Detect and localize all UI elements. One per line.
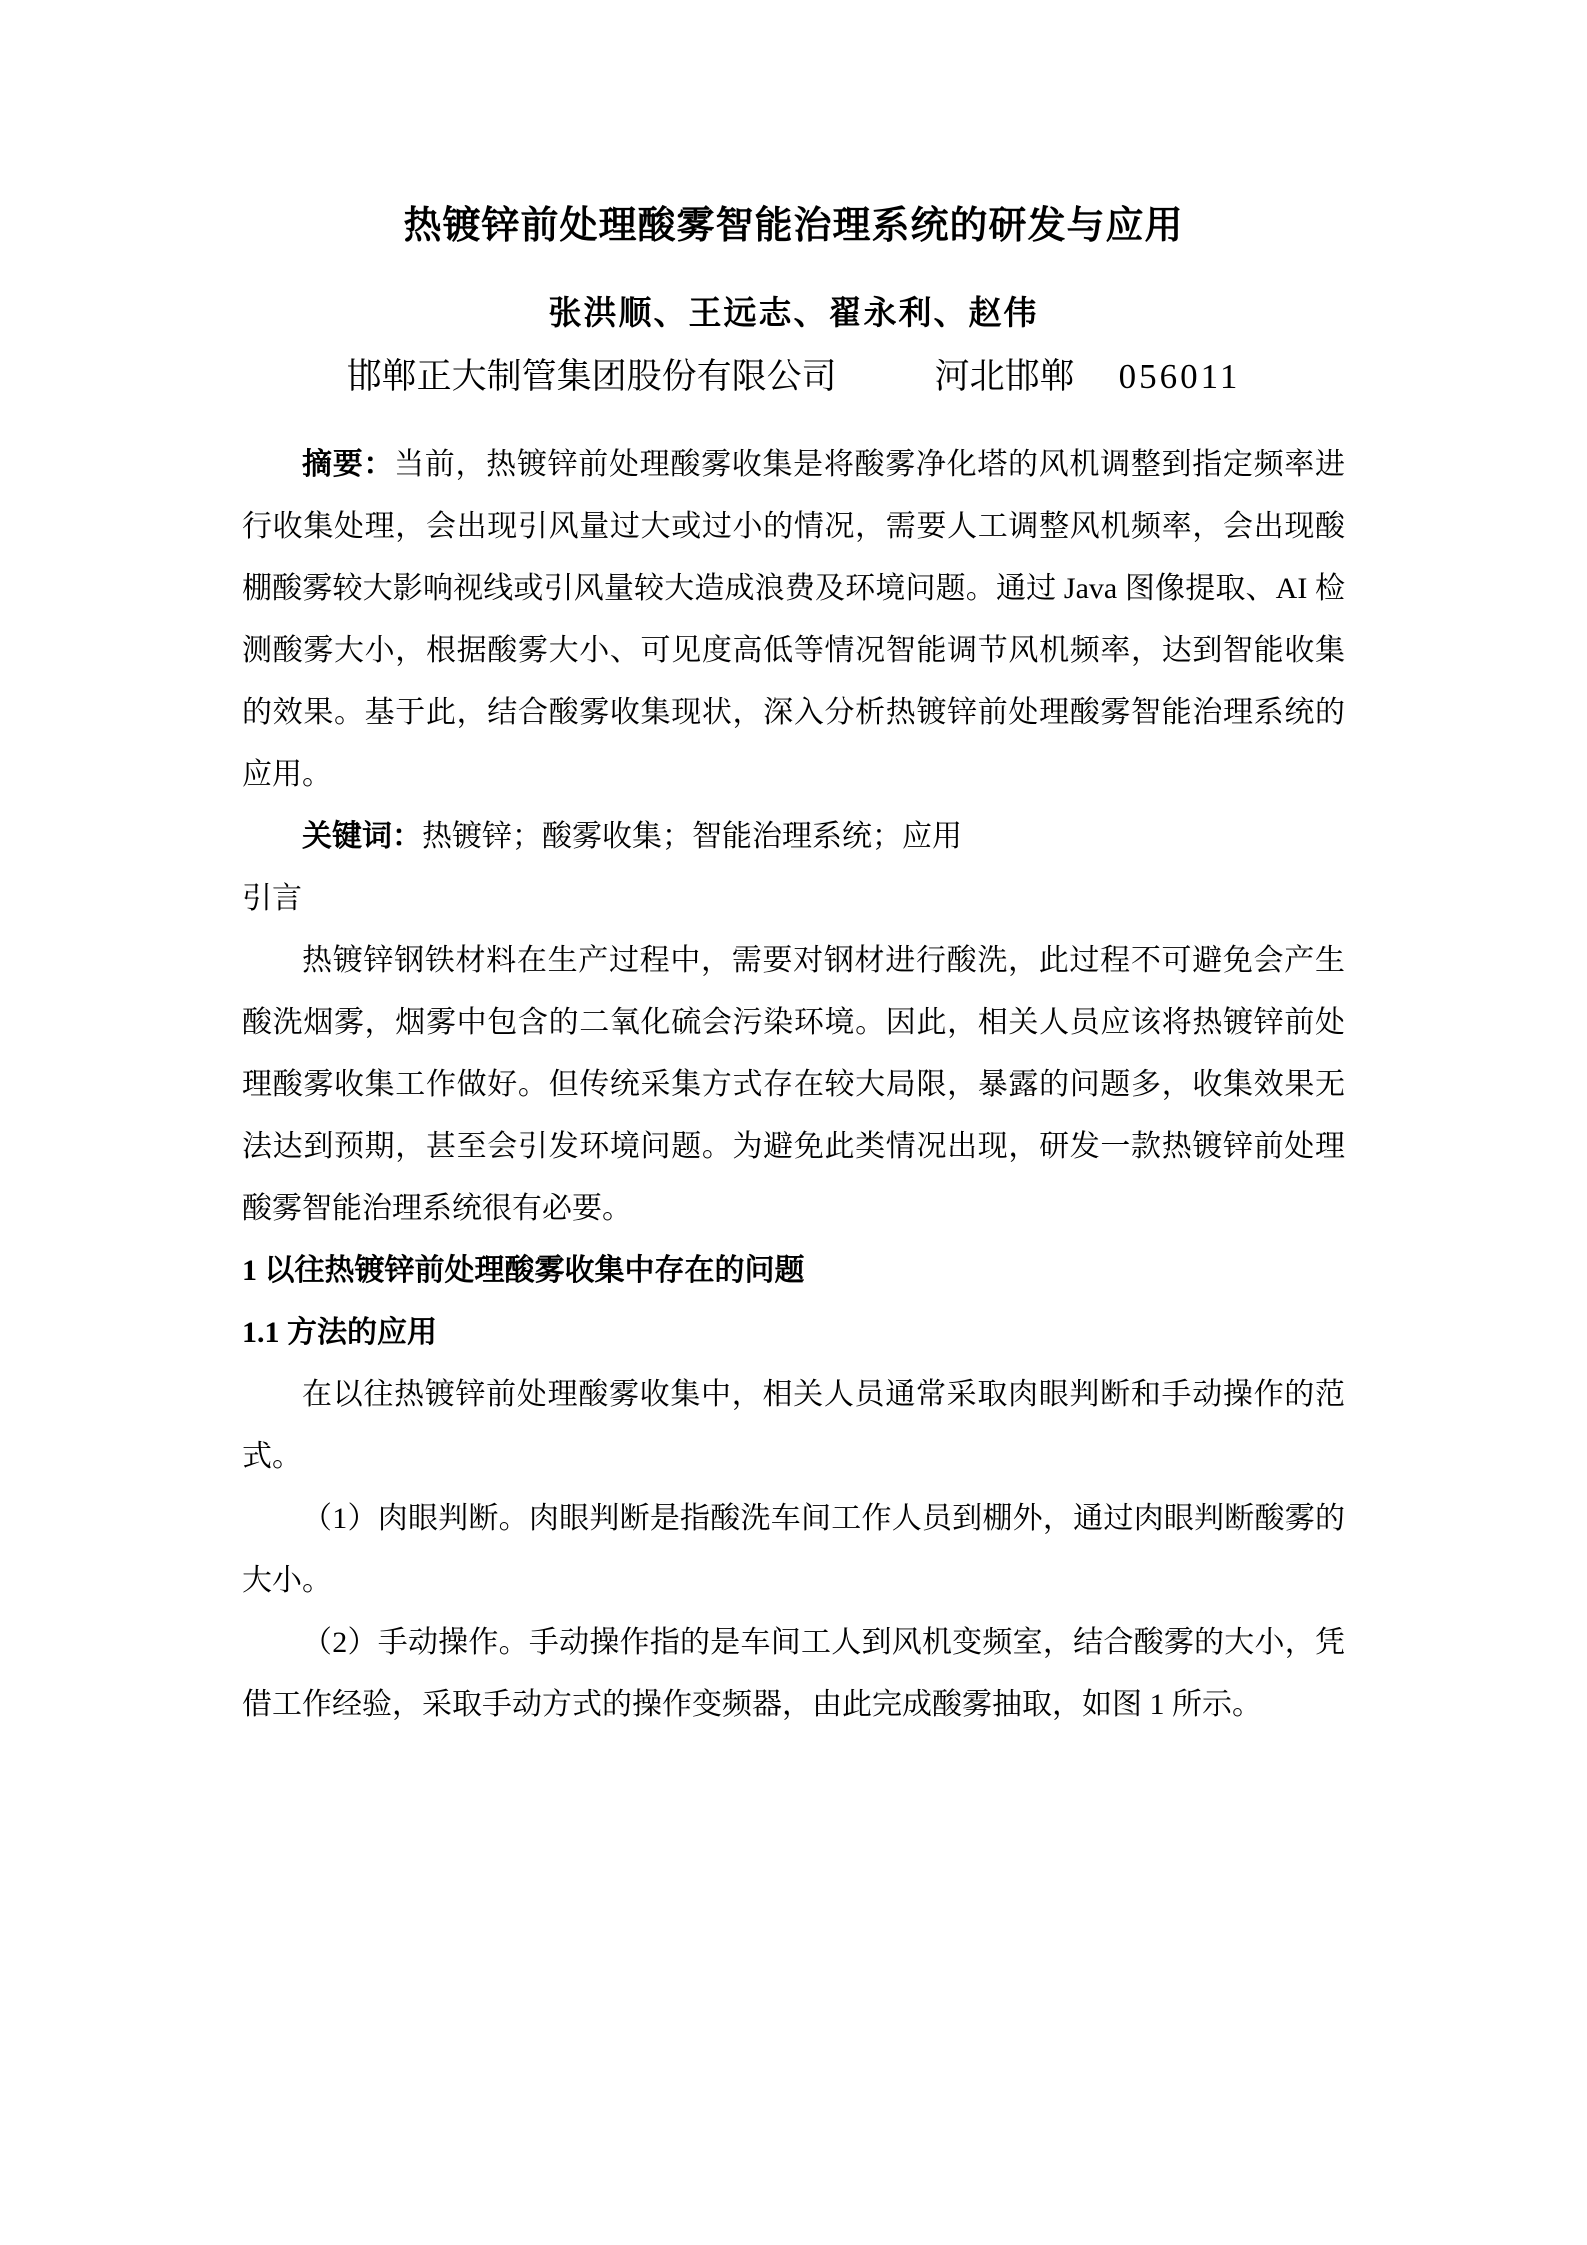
section-1-1-paragraph: （1）肉眼判断。肉眼判断是指酸洗车间工作人员到棚外，通过肉眼判断酸雾的大小。 (242, 1502, 1345, 1597)
document-body (242, 434, 1345, 1736)
section-1-1-heading: 1.1 方法的应用 (242, 1316, 437, 1349)
affiliation-line (242, 354, 1345, 400)
section-1-1-paragraph: （2）手动操作。手动操作指的是车间工人到风机变频室，结合酸雾的大小，凭借工作经验，采取手动方式的操作变频器，由此完成酸雾抽取，如图 1 所示。 (242, 1626, 1345, 1721)
intro-paragraph: 热镀锌钢铁材料在生产过程中，需要对钢材进行酸洗，此过程不可避免会产生酸洗烟雾，烟雾中包含的二氧化硫会污染环境。因此，相关人员应该将热镀锌前处理酸雾收集工作做好。但传统采集方式存在较大局限，暴露的问题多，收集效果无法达到预期，甚至会引发环境问题。为避免此类情况出现，研发一款热镀锌前处理酸雾智能治理系统很有必要。 (242, 944, 1345, 1225)
section-1-1-paragraph: 在以往热镀锌前处理酸雾收集中，相关人员通常采取肉眼判断和手动操作的范式。 (242, 1378, 1345, 1473)
keywords-text: 热镀锌；酸雾收集；智能治理系统；应用 (422, 820, 962, 853)
abstract-paragraph (242, 434, 1345, 806)
abstract-label: 摘要： (302, 448, 395, 481)
intro-heading: 引言 (242, 882, 302, 915)
keywords-label: 关键词： (302, 820, 422, 853)
affiliation-location: 河北邯郸 (934, 357, 1075, 396)
section-1-heading: 1 以往热镀锌前处理酸雾收集中存在的问题 (242, 1254, 805, 1287)
authors-line: 张洪顺、王远志、翟永利、赵伟 (548, 296, 1039, 332)
paper-title: 热镀锌前处理酸雾智能治理系统的研发与应用 (403, 205, 1184, 247)
keywords-paragraph (242, 806, 1345, 868)
affiliation-postal-code: 056011 (1118, 357, 1241, 396)
affiliation-organization: 邯郸正大制管集团股份有限公司 (346, 357, 837, 396)
abstract-text: 当前，热镀锌前处理酸雾收集是将酸雾净化塔的风机调整到指定频率进行收集处理，会出现引风量过大或过小的情况，需要人工调整风机频率，会出现酸棚酸雾较大影响视线或引风量较大造成浪费及环境问题。通过 Java 图像提取、AI 检测酸雾大小，根据酸雾大小、可见度高低等情况智能调节风机频率，达到智能收集的效果。基于此，结合酸雾收集现状，深入分析热镀锌前处理酸雾智能治理系统的应用。 (242, 448, 1346, 791)
